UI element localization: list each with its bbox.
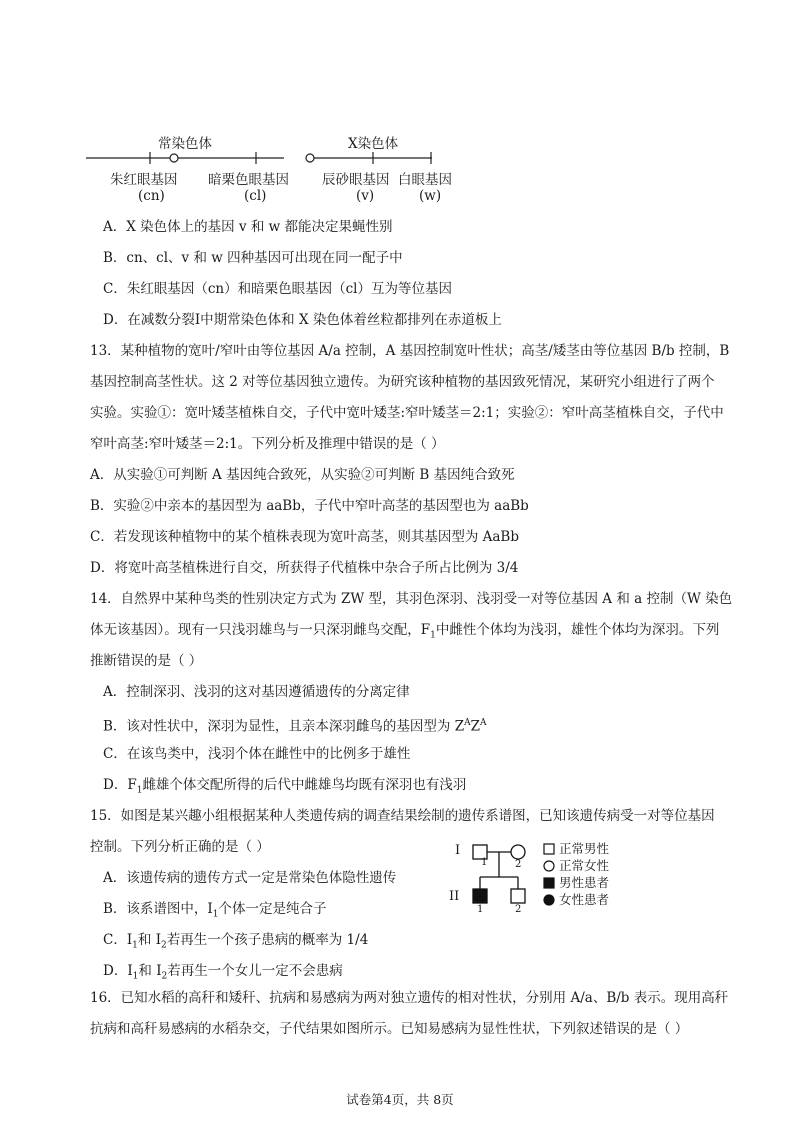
q13-stem-line: 基因控制高茎性状。这 2 对等位基因独立遗传。为研究该种植物的基因致死情况，某研究小组进行了两个 (90, 374, 715, 390)
q15-option-c (90, 925, 730, 956)
q15-b-post: 个体一定是纯合子 (218, 901, 327, 917)
circle-filled-icon (543, 894, 555, 906)
q13-stem-line: 窄叶高茎:窄叶矮茎＝2:1。下列分析及推理中错误的是（ ） (90, 436, 445, 452)
f1-subscript: 1 (430, 630, 436, 641)
q15-d-pre: D．I (103, 963, 133, 979)
gene-v-name: 辰砂眼基因 (322, 172, 390, 188)
q12-option-c: C．朱红眼基因（cn）和暗栗色眼基因（cl）互为等位基因 (103, 281, 452, 297)
legend-label: 正常男性 (559, 841, 610, 856)
gene-w-symbol: (w) (419, 188, 442, 204)
q13-stem-line: 实验。实验①：宽叶矮茎植株自交，子代中宽叶矮茎:窄叶矮茎＝2:1；实验②：窄叶高茎植株自交，子代中 (90, 405, 724, 421)
f1-label: F (420, 622, 431, 638)
q14-option-d (90, 770, 730, 801)
q14-stem-part: 中雌性个体均为浅羽，雄性个体均为深羽。下列 (435, 622, 720, 638)
legend-normal-male (543, 840, 609, 857)
q15-c-post: 若再生一个孩子患病的概率为 1/4 (166, 932, 369, 948)
q16-stem-line: 16．已知水稻的高秆和矮秆、抗病和易感病为两对独立遗传的相对性状，分别用 A/a、B/b 表示。现用高秆 (90, 990, 729, 1006)
legend-label: 男性患者 (559, 875, 610, 890)
pedigree-legend (543, 840, 609, 908)
genotype-sup: A (464, 718, 471, 728)
sub-2: 2 (161, 940, 167, 951)
legend-label: 正常女性 (559, 858, 610, 873)
q12-option-b: B．cn、cl、v 和 w 四种基因可出现在同一配子中 (103, 250, 403, 266)
q13-option-b: B．实验②中亲本的基因型为 aaBb，子代中窄叶高茎的基因型也为 aaBb (90, 498, 529, 514)
legend-normal-female (543, 857, 609, 874)
q15-c-mid: 和 I (137, 932, 162, 948)
question-12-options (90, 212, 730, 336)
q14-option-b-text: B．该对性状中，深羽为显性，且亲本深羽雌鸟的基因型为 (103, 718, 455, 735)
genotype-z: Z (454, 718, 465, 735)
q15-option-a: A．该遗传病的遗传方式一定是常染色体隐性遗传 (103, 870, 397, 886)
q14-option-a: A．控制深羽、浅羽的这对基因遵循遗传的分离定律 (103, 684, 410, 700)
generation-ii-label: II (449, 889, 460, 904)
gene-cn-symbol: (cn) (138, 188, 165, 204)
individual-ii2-number: 2 (515, 904, 522, 915)
question-14 (90, 584, 733, 801)
genotype-sup: A (480, 718, 487, 728)
sub-2: 2 (161, 971, 168, 982)
q14-option-c: C．在该鸟类中，浅羽个体在雌性中的比例多于雄性 (103, 746, 411, 762)
generation-i-label: I (455, 843, 461, 858)
q14-stem-part: 体无该基因）。现有一只浅羽雄鸟与一只深羽雌鸟交配， (90, 622, 421, 638)
f1-label: F (127, 777, 137, 793)
q14-stem-line: 14．自然界中某种鸟类的性别决定方式为 ZW 型，其羽色深羽、浅羽受一对等位基因 A 和 a 控制（W 染色 (90, 591, 733, 607)
gene-cl-symbol: (cl) (244, 188, 267, 204)
legend-affected-female (543, 891, 609, 908)
sub-1: 1 (132, 971, 139, 982)
genotype-z: Z (470, 718, 480, 735)
q15-d-mid: 和 I (138, 963, 162, 979)
q15-b-pre: B．该系谱图中，I (103, 901, 213, 917)
x-chromosome-label: X染色体 (348, 136, 399, 152)
q14-option-d-text: 雌雄个体交配所得的后代中雌雄鸟均既有深羽也有浅羽 (142, 777, 467, 793)
individual-ii1-number: 1 (477, 904, 484, 915)
f1-subscript: 1 (136, 785, 143, 796)
q13-option-d: D．将宽叶高茎植株进行自交，所获得子代植株中杂合子所占比例为 3/4 (90, 560, 519, 576)
q14-option-b (90, 708, 730, 739)
q13-option-a: A．从实验①可判断 A 基因纯合致死，从实验②可判断 B 基因纯合致死 (90, 467, 515, 483)
gene-cn-name: 朱红眼基因 (110, 172, 178, 188)
sub-1: 1 (132, 940, 138, 951)
q12-option-a: A．X 染色体上的基因 v 和 w 都能决定果蝇性别 (103, 219, 393, 235)
chromosome-diagram (86, 128, 466, 208)
gene-w-name: 白眼基因 (398, 172, 452, 188)
gene-v-symbol: (v) (356, 188, 375, 204)
square-outline-icon (543, 843, 555, 855)
gene-cl-name: 暗栗色眼基因 (208, 172, 289, 188)
q12-option-d: D．在减数分裂Ⅰ中期常染色体和 X 染色体着丝粒都排列在赤道板上 (103, 312, 502, 328)
sub-1: 1 (212, 909, 219, 920)
circle-outline-icon (543, 860, 555, 872)
legend-affected-male (543, 874, 609, 891)
individual-i2-number: 2 (515, 859, 522, 870)
q15-stem-line: 控制。下列分析正确的是（ ） (90, 839, 270, 855)
q14-option-d-prefix: D． (103, 777, 128, 793)
q15-d-post: 若再生一个女儿一定不会患病 (167, 963, 343, 979)
legend-label: 女性患者 (559, 892, 610, 907)
page-footer: 试卷第4页，共 8页 (346, 1092, 454, 1107)
q14-stem-line (90, 615, 730, 646)
q15-c-pre: C．I (103, 932, 133, 948)
q13-stem-line: 13．某种植物的宽叶/窄叶由等位基因 A/a 控制，A 基因控制宽叶性状；高茎/矮茎由等位基因 B/b 控制，B (90, 343, 730, 359)
question-13 (90, 336, 730, 584)
square-filled-icon (543, 877, 555, 889)
individual-i1-number: 1 (481, 857, 488, 868)
autosome-label: 常染色体 (158, 136, 212, 152)
q13-option-c: C．若发现该种植物中的某个植株表现为宽叶高茎，则其基因型为 AaBb (90, 529, 519, 545)
q16-stem-line: 抗病和高秆易感病的水稻杂交，子代结果如图所示。已知易感病为显性性状，下列叙述错误的是（ ） (90, 1021, 689, 1037)
q15-stem-line: 15．如图是某兴趣小组根据某种人类遗传病的调查结果绘制的遗传系谱图，已知该遗传病受一对等位基因 (90, 808, 715, 824)
q14-stem-line: 推断错误的是（ ） (90, 653, 203, 669)
question-16 (90, 983, 730, 1045)
